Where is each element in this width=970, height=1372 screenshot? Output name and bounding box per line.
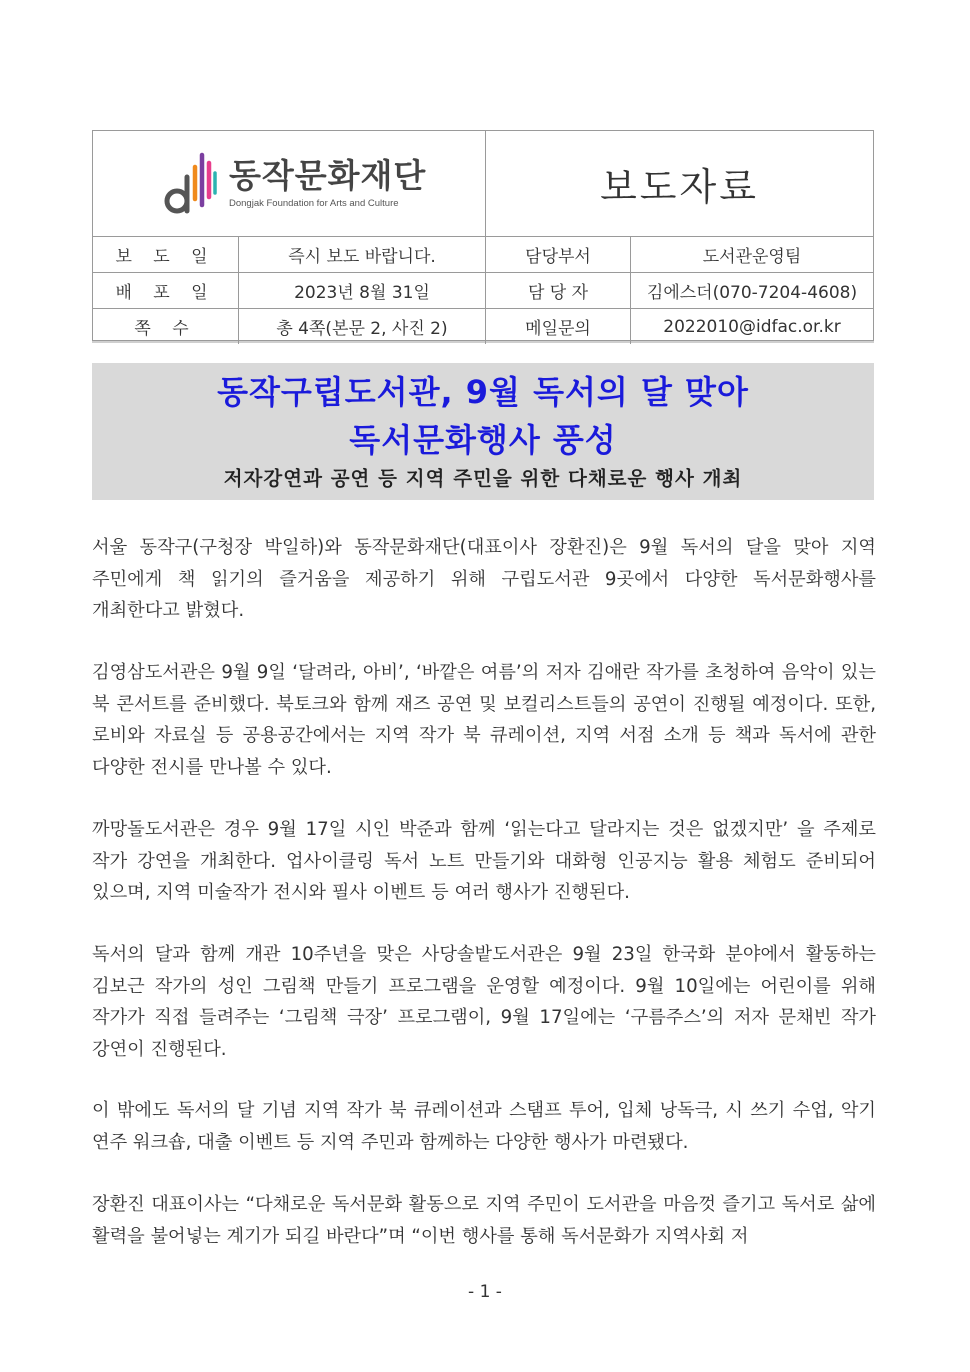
body-paragraph: 서울 동작구(구청장 박일하)와 동작문화재단(대표이사 장환진)은 9월 독서의 달을 맞아 지역 주민에게 책 읽기의 즐거움을 제공하기 위해 구립도서관 9곳에서 다양한 독서문화행사를 개최한다고 밝혔다. <box>92 537 876 621</box>
info-label: 메일문의 <box>486 309 631 344</box>
logo-text <box>229 158 426 209</box>
dongjak-foundation-logo-icon <box>163 149 217 219</box>
doc-type-title: 보도자료 <box>600 165 759 209</box>
info-value: 도서관운영팀 <box>702 247 802 267</box>
subheadline: 저자강연과 공연 등 지역 주민을 위한 다채로운 행사 개최 <box>223 467 743 490</box>
header-info-row <box>93 309 873 344</box>
body-paragraph: 까망돌도서관은 경우 9월 17일 시인 박준과 함께 ‘읽는다고 달라지는 것은 없겠지만’ 을 주제로 작가 강연을 개최한다. 업사이클링 독서 노트 만들기와 대화형 인공지능 활용 체험도 준비되어 있으며, 지역 미술작가 전시와 필사 이벤트 등 여러 행사가 진행된다. <box>92 819 876 903</box>
info-label: 쪽 수 <box>93 309 239 344</box>
body-paragraph: 장환진 대표이사는 “다채로운 독서문화 활동으로 지역 주민이 도서관을 마음껏 즐기고 독서로 삶에 활력을 불어넣는 계기가 되길 바란다”며 “이번 행사를 통해 독서문화가 지역사회 저 <box>92 1194 876 1247</box>
doc-type-cell <box>486 131 873 236</box>
header-info-row <box>93 237 873 273</box>
contact-email: 2022010@idfac.or.kr <box>663 316 841 337</box>
info-value: 2023년 8월 31일 <box>239 273 486 308</box>
body-paragraph: 김영삼도서관은 9월 9일 ‘달려라, 아비’, ‘바깥은 여름’의 저자 김애란 작가를 초청하여 음악이 있는 북 콘서트를 준비했다. 북토크와 함께 재즈 공연 및 보컬리스트들의 공연이 진행될 예정이다. 또한, 로비와 자료실 등 공용공간에서는 지역 작가 북 큐레이션, 지역 서점 소개 등 책과 독서에 관한 다양한 전시를 만나볼 수 있다. <box>92 662 876 778</box>
logo-cell <box>93 131 486 236</box>
header-top-row <box>93 131 873 237</box>
info-label: 배 포 일 <box>93 273 239 308</box>
info-label: 담 당 자 <box>486 273 631 308</box>
press-release-header-table <box>92 130 874 341</box>
headline-box <box>92 363 874 500</box>
headline-line-1: 동작구립도서관, 9월 독서의 달 맞아 <box>217 373 749 411</box>
logo-subtitle: Dongjak Foundation for Arts and Culture <box>229 198 399 209</box>
info-value: 총 4쪽(본문 2, 사진 2) <box>239 309 486 344</box>
info-label: 보 도 일 <box>93 237 239 272</box>
contact-person: 김에스더(070-7204-4608) <box>646 283 858 303</box>
body-paragraph: 독서의 달과 함께 개관 10주년을 맞은 사당솔밭도서관은 9월 23일 한국화 분야에서 활동하는 김보근 작가의 성인 그림책 만들기 프로그램을 운영할 예정이다. 9월 10일에는 어린이를 위해 작가가 직접 들려주는 ‘그림책 극장’ 프로그램이, 9월 17일에는 ‘구름주스’의 저자 문채빈 작가 강연이 진행된다. <box>92 944 876 1060</box>
info-value: 즉시 보도 바랍니다. <box>239 237 486 272</box>
headline-line-2: 독서문화행사 풍성 <box>349 421 617 459</box>
body-paragraph: 이 밖에도 독서의 달 기념 지역 작가 북 큐레이션과 스탬프 투어, 입체 낭독극, 시 쓰기 수업, 악기 연주 워크숍, 대출 이벤트 등 지역 주민과 함께하는 다양한 행사가 마련됐다. <box>92 1100 876 1153</box>
header-info-row <box>93 273 873 309</box>
page-number: - 1 - <box>468 1282 502 1302</box>
info-label: 담당부서 <box>486 237 631 272</box>
logo-name: 동작문화재단 <box>229 156 427 195</box>
